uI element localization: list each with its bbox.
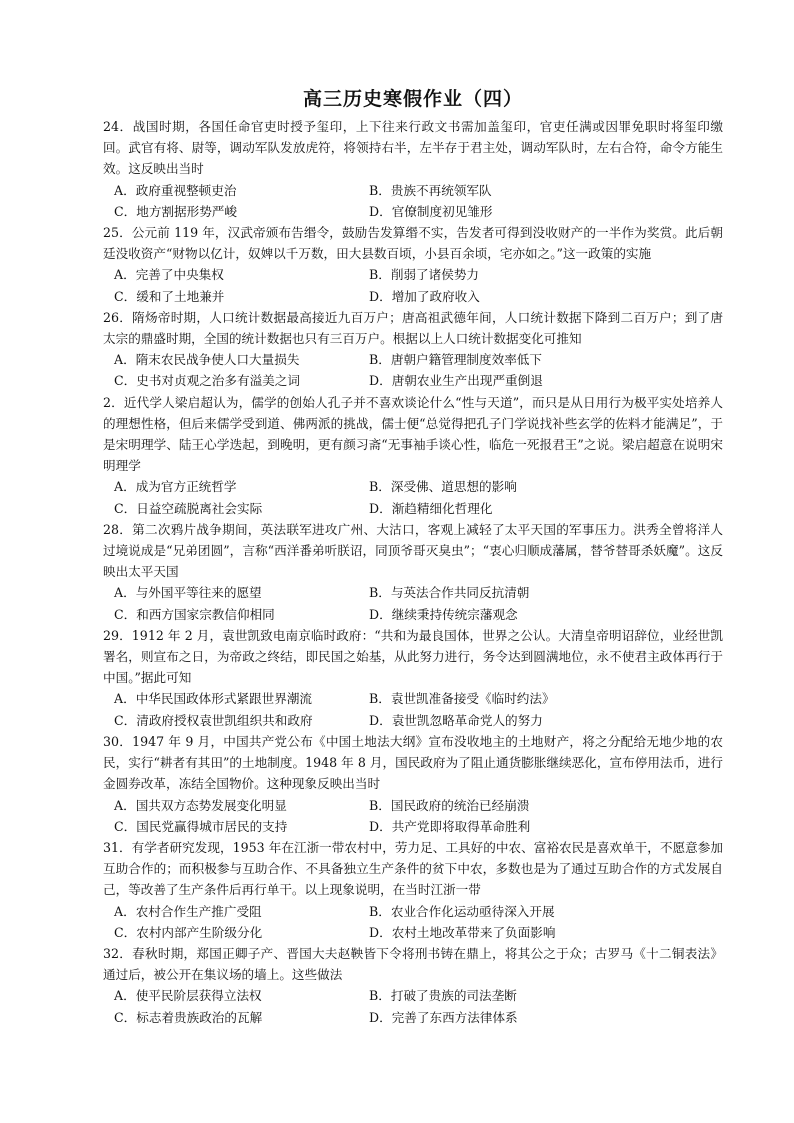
question-list [103,116,723,1028]
question-number: 2． [103,394,124,410]
page-title: 高三历史寒假作业（四） [302,88,523,110]
answer-option: A．完善了中央集权 [114,267,224,283]
answer-option: B．唐朝户籍管理制度效率低下 [369,352,542,368]
question-2 [103,222,723,307]
question-text: 战国时期，各国任命官吏时授予玺印，上下往来行政文书需加盖玺印，官吏任满或因罪免职时将玺印缴回。武官有将、尉等，调动军队发放虎符，将领持右半，左半存于君主处，调动军队时，左右合符，命令方能生效。这反映出当时 [103,119,724,177]
answer-options [103,349,723,391]
answer-option: D．袁世凯忽略革命党人的努力 [369,712,543,728]
answer-option: D．唐朝农业生产出现严重倒退 [369,373,543,389]
question-text: 春秋时期，郑国正卿子产、晋国大夫赵鞅皆下令将刑书铸在鼎上，将其公之于众；古罗马《十二铜表法》通过后，被公开在集议场的墙上。这些做法 [103,945,724,983]
question-stem [103,943,723,985]
worksheet-page [103,86,723,1028]
answer-option: C．和西方国家宗教信仰相同 [114,606,275,622]
question-stem [103,837,723,901]
question-number: 29． [103,627,132,643]
answer-option: B．袁世凯准备接受《临时约法》 [369,691,555,707]
answer-option: D．农村土地改革带来了负面影响 [369,924,556,940]
question-4 [103,392,723,519]
answer-options [103,901,723,943]
answer-option: D．继续秉持传统宗藩观念 [369,606,518,622]
answer-option: B．农业合作化运动亟待深入开展 [369,903,555,919]
question-text: 公元前 119 年，汉武帝颁布告缗令，鼓励告发算缗不实，告发者可得到没收财产的一半作为奖赏。此后朝廷没收资产“财物以亿计，奴婢以千万数，田大县数百顷，小县百余顷，宅亦如之。”这一政策的实施 [103,225,723,262]
answer-options [103,985,723,1027]
question-number: 28． [103,521,133,537]
answer-option: B．贵族不再统领军队 [369,182,492,198]
question-stem [103,519,723,583]
answer-option: D．官僚制度初见雏形 [369,203,493,219]
question-text: 第二次鸦片战争期间，英法联军进攻广州、大沽口，客观上减轻了太平天国的军事压力。洪秀全曾将洋人过境说成是“兄弟团圆”，言称“西洋番弟听朕诏，同顶爷哥灭臭虫”；“衷心归顺成藩属，替爷替哥杀妖魔”。这反映出太平天国 [103,521,724,580]
question-stem [103,392,723,477]
answer-option: C．农村内部产生阶级分化 [114,924,263,940]
question-number: 30． [103,733,133,749]
question-number: 32． [103,945,133,961]
question-9 [103,943,723,1028]
answer-option: A．农村合作生产推广受阻 [114,903,262,919]
answer-option: B．打破了贵族的司法垄断 [369,988,517,1004]
answer-option: B．削弱了诸侯势力 [369,267,480,283]
answer-option: C．清政府授权袁世凯组织共和政府 [114,712,313,728]
answer-option: D．增加了政府收入 [369,288,480,304]
answer-option: D．渐趋精细化哲理化 [369,500,493,516]
question-number: 25． [103,225,132,241]
question-8 [103,837,723,943]
answer-options [103,688,723,730]
answer-option: B．与英法合作共同反抗清朝 [369,585,530,601]
answer-option: A．国共双方态势发展变化明显 [114,797,287,813]
question-text: 近代学人梁启超认为，儒学的创始人孔子并不喜欢谈论什么“性与天道”，而只是从日用行为极平实处培养人的理想性格，但后来儒学受到道、佛两派的挑战，儒士便“总觉得把孔子门学说找补些玄学的佐料才能满足”，于是宋明理学、陆王心学迭起，到晚明，更有颜习斋“无事袖手谈心性，临危一死报君王”之说。梁启超意在说明宋明理学 [103,394,723,474]
question-stem [103,116,723,180]
answer-option: C．史书对贞观之治多有溢美之词 [114,373,300,389]
answer-option: A．中华民国政体形式紧跟世界潮流 [114,691,313,707]
question-5 [103,519,723,625]
question-text: 隋炀帝时期，人口统计数据最高接近九百万户；唐高祖武德年间，人口统计数据下降到二百万户；到了唐太宗的鼎盛时期，全国的统计数据也只有三百万户。根据以上人口统计数据变化可推知 [103,309,724,347]
question-stem [103,222,723,264]
answer-option: A．隋末农民战争使人口大量损失 [114,352,300,368]
answer-option: C．缓和了土地兼并 [114,288,225,304]
answer-option: B．深受佛、道思想的影响 [369,479,517,495]
answer-option: A．成为官方正统哲学 [114,479,237,495]
answer-option: B．国民政府的统治已经崩溃 [369,797,530,813]
question-stem [103,307,723,349]
answer-options [103,264,723,306]
question-6 [103,625,723,731]
question-number: 31． [103,839,132,855]
question-stem [103,731,723,795]
answer-option: C．标志着贵族政治的瓦解 [114,1009,263,1025]
answer-option: C．地方割据形势严峻 [114,203,237,219]
answer-option: D．完善了东西方法律体系 [369,1009,518,1025]
question-1 [103,116,723,222]
answer-option: A．政府重视整顿吏治 [114,182,237,198]
answer-option: C．日益空疏脱离社会实际 [114,500,263,516]
question-stem [103,625,723,689]
question-text: 1912 年 2 月，袁世凯致电南京临时政府：“共和为最良国体，世界之公认。大清皇帝明诏辞位，业经世凯署名，则宣布之日，为帝政之终结，即民国之始基，从此努力进行，务令达到圆满地位，永不使君主政体再行于中国。”据此可知 [103,627,723,686]
answer-options [103,795,723,837]
question-3 [103,307,723,392]
question-number: 26． [103,309,133,325]
answer-options [103,180,723,222]
question-text: 有学者研究发现，1953 年在江浙一带农村中，劳力足、工具好的中农、富裕农民是喜欢单干，不愿意参加互助合作的；而积极参与互助合作、不具备独立生产条件的贫下中农，多数也是为了通过互助合作的方式发展自己，等改善了生产条件后再行单干。以上现象说明，在当时江浙一带 [103,839,723,898]
answer-option: C．国民党赢得城市居民的支持 [114,818,288,834]
answer-option: A．使平民阶层获得立法权 [114,988,262,1004]
answer-options [103,582,723,624]
answer-options [103,476,723,518]
answer-option: A．与外国平等往来的愿望 [114,585,262,601]
question-number: 24． [103,119,133,134]
question-text: 1947 年 9 月，中国共产党公布《中国土地法大纲》宣布没收地主的土地财产，将之分配给无地少地的农民，实行“耕者有其田”的土地制度。1948 年 8 月，国民政府为了阻止通货膨胀继续恶化，宣布停用法币，进行金圆券改革，冻结全国物价。这种现象反映出当时 [103,733,723,792]
question-7 [103,731,723,837]
answer-option: D．共产党即将取得革命胜利 [369,818,531,834]
